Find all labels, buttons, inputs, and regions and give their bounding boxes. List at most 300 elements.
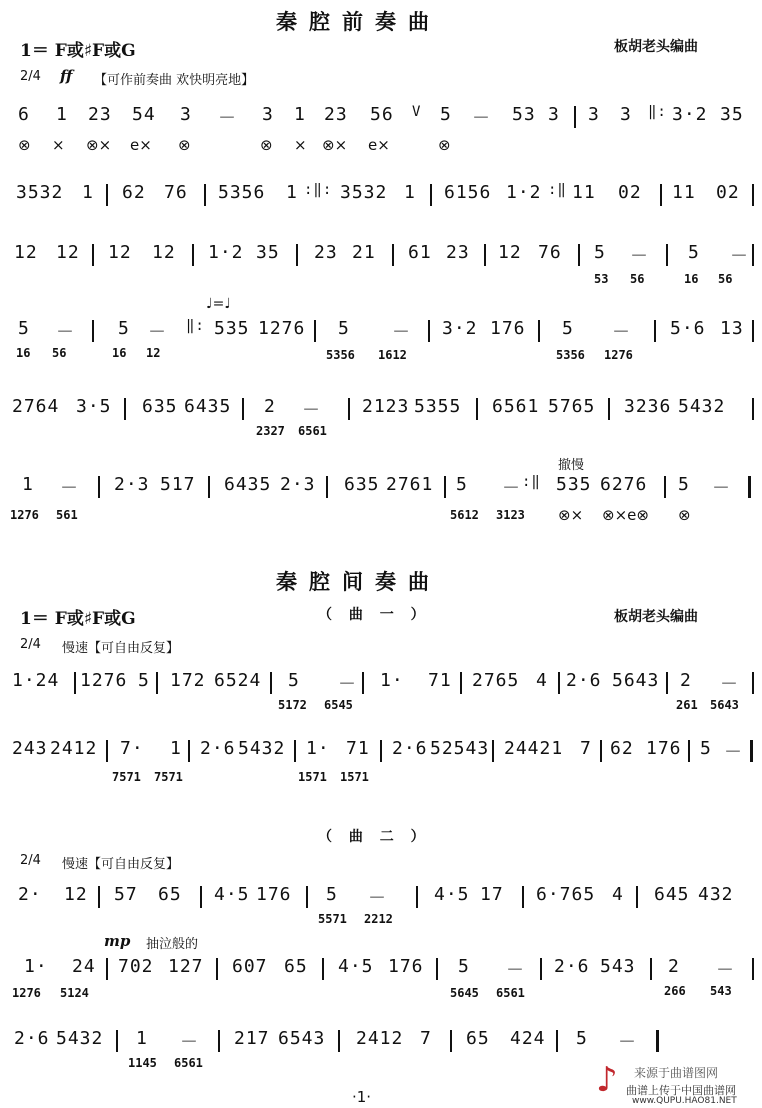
breath-mark: V xyxy=(412,104,422,120)
dynamic-marking: mp xyxy=(104,932,131,950)
note: 57 xyxy=(114,884,138,905)
accompaniment: 12 xyxy=(146,346,161,360)
accompaniment: 5172 xyxy=(278,698,307,712)
note: 4 xyxy=(536,670,548,691)
note: 1 xyxy=(404,182,416,203)
note: 3236 xyxy=(624,396,672,417)
bar-line xyxy=(392,244,394,266)
note: 5 xyxy=(138,670,150,691)
note: 5 xyxy=(678,474,690,495)
staff-row xyxy=(0,474,762,528)
note: 2 xyxy=(264,396,276,417)
bar-line xyxy=(650,958,652,980)
percussion: e× xyxy=(130,136,152,154)
note: 1· xyxy=(306,738,330,759)
accompaniment: 1276 xyxy=(604,348,633,362)
accompaniment: 261 xyxy=(676,698,698,712)
music-note-logo: ♪ xyxy=(596,1060,618,1100)
note: 1 xyxy=(294,104,306,125)
bar-line xyxy=(688,740,690,762)
accompaniment: 1276 xyxy=(12,986,41,1000)
note: 21 xyxy=(352,242,376,263)
note: 12 xyxy=(14,242,38,263)
note: 6435 xyxy=(184,396,232,417)
note: － xyxy=(56,322,75,343)
bar-line xyxy=(116,1030,118,1052)
note: 2 xyxy=(680,670,692,691)
note: － xyxy=(712,478,731,499)
bar-line xyxy=(538,320,540,342)
note: － xyxy=(720,674,739,695)
note: 5643 xyxy=(612,670,660,691)
note: 6435 xyxy=(224,474,272,495)
note: － xyxy=(302,400,321,421)
note: 5·6 xyxy=(670,318,706,339)
note: 543 xyxy=(600,956,636,977)
bar-line xyxy=(294,740,296,762)
accompaniment: 5645 xyxy=(450,986,479,1000)
arranger: 板胡老头编曲 xyxy=(614,609,698,625)
bar-line xyxy=(192,244,194,266)
bar-line xyxy=(338,1030,340,1052)
percussion: ⊗× xyxy=(86,136,112,154)
note: 5765 xyxy=(548,396,596,417)
note: 535 xyxy=(214,318,250,339)
bar-line xyxy=(450,1030,452,1052)
note: 424 xyxy=(510,1028,546,1049)
note: 24421 xyxy=(504,738,564,759)
note: 6156 xyxy=(444,182,492,203)
accompaniment: 266 xyxy=(664,984,686,998)
note: 2·6 xyxy=(392,738,428,759)
note: 6524 xyxy=(214,670,262,691)
bar-line xyxy=(270,672,272,694)
note: － xyxy=(612,322,631,343)
bar-line xyxy=(752,958,754,980)
staff-row xyxy=(0,670,762,724)
note: 62 xyxy=(610,738,634,759)
note: 2·3 xyxy=(114,474,150,495)
note: 5 xyxy=(338,318,350,339)
bar-line xyxy=(200,886,202,908)
accompaniment: 5571 xyxy=(318,912,347,926)
note: 1· xyxy=(24,956,48,977)
note: 1· xyxy=(380,670,404,691)
bar-line xyxy=(608,398,610,420)
note: 3 xyxy=(620,104,632,125)
accompaniment: 5356 xyxy=(326,348,355,362)
percussion: ⊗× xyxy=(558,506,584,524)
note: 3 xyxy=(588,104,600,125)
note: － xyxy=(60,478,79,499)
note: 5 xyxy=(326,884,338,905)
note: 76 xyxy=(538,242,562,263)
staff-row xyxy=(0,182,762,236)
bar-line xyxy=(660,184,662,206)
note: 5 xyxy=(562,318,574,339)
note: 52543 xyxy=(430,738,490,759)
note: － xyxy=(392,322,411,343)
note: 23 xyxy=(314,242,338,263)
bar-line xyxy=(428,320,430,342)
performance-note: 【可作前奏曲 欢快明亮地】 xyxy=(94,73,255,88)
bar-line xyxy=(98,886,100,908)
accompaniment: 543 xyxy=(710,984,732,998)
page-number: ·1· xyxy=(352,1088,372,1106)
bar-line xyxy=(322,958,324,980)
note: 6·765 xyxy=(536,884,596,905)
percussion: ⊗ xyxy=(178,136,191,154)
note: 1 xyxy=(136,1028,148,1049)
repeat-start: ‖: xyxy=(648,104,667,120)
note: 4·5 xyxy=(214,884,250,905)
accompaniment: 56 xyxy=(52,346,67,360)
staff-row xyxy=(0,956,762,1010)
repeat-end: :‖ xyxy=(548,182,567,198)
accompaniment: 6561 xyxy=(174,1056,203,1070)
note: 12 xyxy=(108,242,132,263)
note: 13 xyxy=(720,318,744,339)
note: 635 xyxy=(142,396,178,417)
bar-line xyxy=(574,106,576,128)
note: 127 xyxy=(168,956,204,977)
accompaniment: 2327 xyxy=(256,424,285,438)
note: 12 xyxy=(56,242,80,263)
accompaniment: 16 xyxy=(684,272,699,286)
note: － xyxy=(506,960,525,981)
note: 65 xyxy=(158,884,182,905)
note: 23 xyxy=(88,104,112,125)
bar-line xyxy=(556,1030,558,1052)
percussion: ⊗× xyxy=(322,136,348,154)
repeat-end: :‖ xyxy=(522,474,541,490)
bar-line xyxy=(666,672,668,694)
staff-row xyxy=(0,396,762,450)
note: 2 xyxy=(668,956,680,977)
note: 176 xyxy=(256,884,292,905)
note: 2·6 xyxy=(566,670,602,691)
note: 5 xyxy=(688,242,700,263)
accompaniment: 1276 xyxy=(10,508,39,522)
accompaniment: 16 xyxy=(112,346,127,360)
note: 517 xyxy=(160,474,196,495)
note: 3 xyxy=(262,104,274,125)
note: － xyxy=(618,1032,637,1053)
note: 17 xyxy=(480,884,504,905)
bar-line xyxy=(124,398,126,420)
percussion: ⊗ xyxy=(18,136,31,154)
bar-line xyxy=(216,958,218,980)
accompaniment: 5356 xyxy=(556,348,585,362)
note: 5 xyxy=(458,956,470,977)
note: 2412 xyxy=(50,738,98,759)
accompaniment: 5643 xyxy=(710,698,739,712)
note: 12 xyxy=(498,242,522,263)
final-bar-line xyxy=(656,1030,659,1052)
bar-line xyxy=(664,476,666,498)
repeat-sign: :‖: xyxy=(304,182,333,198)
note: 176 xyxy=(490,318,526,339)
note: 62 xyxy=(122,182,146,203)
note: － xyxy=(630,246,649,267)
note: 35 xyxy=(256,242,280,263)
note: 5432 xyxy=(238,738,286,759)
meter: 2/4 xyxy=(20,637,41,652)
watermark-line: 曲谱上传于中国曲谱网 xyxy=(626,1084,736,1097)
staff-row xyxy=(0,884,762,938)
part-two-label: （ 曲 二 ） xyxy=(318,829,431,845)
bar-line xyxy=(156,672,158,694)
performance-note: 慢速【可自由反复】 xyxy=(62,857,180,872)
bar-line xyxy=(492,740,494,762)
bar-line xyxy=(326,476,328,498)
note: 243 xyxy=(12,738,48,759)
bar-line xyxy=(522,886,524,908)
key-signature: 1＝ F或♯F或G xyxy=(20,609,136,629)
note: 7 xyxy=(420,1028,432,1049)
note: 5432 xyxy=(56,1028,104,1049)
note: 1 xyxy=(286,182,298,203)
bar-line xyxy=(484,244,486,266)
accompaniment: 7571 xyxy=(112,770,141,784)
note: 2412 xyxy=(356,1028,404,1049)
note: 3·5 xyxy=(76,396,112,417)
note: 4·5 xyxy=(338,956,374,977)
bar-line xyxy=(752,244,754,266)
bar-line xyxy=(98,476,100,498)
final-bar-line xyxy=(748,476,751,498)
note: 1·24 xyxy=(12,670,60,691)
accompaniment: 1612 xyxy=(378,348,407,362)
note: 6 xyxy=(18,104,30,125)
note: 54 xyxy=(132,104,156,125)
title-prelude: 秦腔前奏曲 xyxy=(276,9,441,34)
note: 432 xyxy=(698,884,734,905)
bar-line xyxy=(218,1030,220,1052)
staff-row xyxy=(0,104,762,158)
bar-line xyxy=(476,398,478,420)
note: 1·2 xyxy=(208,242,244,263)
note: 11 xyxy=(672,182,696,203)
accompaniment: 1145 xyxy=(128,1056,157,1070)
bar-line xyxy=(636,886,638,908)
bar-line xyxy=(92,320,94,342)
note: 1 xyxy=(56,104,68,125)
note: － xyxy=(338,674,357,695)
accompaniment: 1571 xyxy=(340,770,369,784)
note: 35 xyxy=(720,104,744,125)
note: 5 xyxy=(576,1028,588,1049)
percussion: × xyxy=(52,136,65,154)
note: 2761 xyxy=(386,474,434,495)
note: 1276 xyxy=(80,670,128,691)
note: 1276 xyxy=(258,318,306,339)
note: 11 xyxy=(572,182,596,203)
accompaniment: 6561 xyxy=(298,424,327,438)
note: 12 xyxy=(64,884,88,905)
meter: 2/4 xyxy=(20,69,41,84)
bar-line xyxy=(460,672,462,694)
note: 1 xyxy=(22,474,34,495)
bar-line xyxy=(296,244,298,266)
note: 176 xyxy=(388,956,424,977)
note: 76 xyxy=(164,182,188,203)
note: 2·3 xyxy=(280,474,316,495)
note: 2· xyxy=(18,884,42,905)
note: － xyxy=(180,1032,199,1053)
bar-line xyxy=(558,672,560,694)
title-interlude: 秦腔间奏曲 xyxy=(276,569,441,594)
note: 53 xyxy=(512,104,536,125)
note: 3 xyxy=(180,104,192,125)
note: 2765 xyxy=(472,670,520,691)
repeat-start: ‖: xyxy=(186,318,205,334)
bar-line xyxy=(752,672,754,694)
tempo-change: ♩=♩ xyxy=(206,296,231,312)
bar-line xyxy=(600,740,602,762)
note: 217 xyxy=(234,1028,270,1049)
note: 61 xyxy=(408,242,432,263)
note: 5 xyxy=(288,670,300,691)
bar-line xyxy=(540,958,542,980)
note: 2·6 xyxy=(200,738,236,759)
note: － xyxy=(148,322,167,343)
note: 5 xyxy=(118,318,130,339)
accompaniment: 16 xyxy=(16,346,31,360)
accompaniment: 5612 xyxy=(450,508,479,522)
note: 3·2 xyxy=(442,318,478,339)
note: 3532 xyxy=(16,182,64,203)
bar-line xyxy=(242,398,244,420)
note: 5432 xyxy=(678,396,726,417)
note: 7 xyxy=(580,738,592,759)
note: 607 xyxy=(232,956,268,977)
note: 1 xyxy=(170,738,182,759)
percussion: × xyxy=(294,136,307,154)
note: 645 xyxy=(654,884,690,905)
final-bar-line xyxy=(750,740,753,762)
bar-line xyxy=(92,244,94,266)
bar-line xyxy=(578,244,580,266)
note: 3·2 xyxy=(672,104,708,125)
note: 71 xyxy=(428,670,452,691)
note: 3532 xyxy=(340,182,388,203)
bar-line xyxy=(362,672,364,694)
accompaniment: 1571 xyxy=(298,770,327,784)
staff-row xyxy=(0,318,762,372)
note: 23 xyxy=(446,242,470,263)
note: 5 xyxy=(456,474,468,495)
note: 4 xyxy=(612,884,624,905)
accompaniment: 561 xyxy=(56,508,78,522)
bar-line xyxy=(752,398,754,420)
note: － xyxy=(502,478,521,499)
note: 65 xyxy=(466,1028,490,1049)
accompaniment: 5124 xyxy=(60,986,89,1000)
note: 65 xyxy=(284,956,308,977)
bar-line xyxy=(208,476,210,498)
note: － xyxy=(730,246,749,267)
note: 5355 xyxy=(414,396,462,417)
note: 5356 xyxy=(218,182,266,203)
bar-line xyxy=(106,184,108,206)
percussion: ⊗ xyxy=(678,506,691,524)
staff-row xyxy=(0,242,762,296)
note: 24 xyxy=(72,956,96,977)
percussion: e× xyxy=(368,136,390,154)
note: 5 xyxy=(440,104,452,125)
note: 2123 xyxy=(362,396,410,417)
note: 7· xyxy=(120,738,144,759)
note: 71 xyxy=(346,738,370,759)
meter: 2/4 xyxy=(20,853,41,868)
bar-line xyxy=(436,958,438,980)
note: 176 xyxy=(646,738,682,759)
bar-line xyxy=(348,398,350,420)
bar-line xyxy=(204,184,206,206)
ritardando: 撤慢 xyxy=(558,458,585,473)
note: 1·2 xyxy=(506,182,542,203)
note: 5 xyxy=(700,738,712,759)
note: 02 xyxy=(618,182,642,203)
note: 4·5 xyxy=(434,884,470,905)
watermark-line: 来源于曲谱图网 xyxy=(634,1066,719,1080)
accompaniment: 2212 xyxy=(364,912,393,926)
bar-line xyxy=(752,184,754,206)
note: 3 xyxy=(548,104,560,125)
part-one-label: （ 曲 一 ） xyxy=(318,607,431,623)
note: 702 xyxy=(118,956,154,977)
note: 1 xyxy=(82,182,94,203)
note: － xyxy=(716,960,735,981)
note: 6561 xyxy=(492,396,540,417)
arranger: 板胡老头编曲 xyxy=(614,39,698,55)
note: － xyxy=(472,108,491,129)
note: 2·6 xyxy=(554,956,590,977)
accompaniment: 56 xyxy=(630,272,645,286)
watermark-url: www.QUPU.HAO81.NET xyxy=(632,1096,737,1106)
bar-line xyxy=(654,320,656,342)
bar-line xyxy=(74,672,76,694)
note: 6276 xyxy=(600,474,648,495)
note: 5 xyxy=(594,242,606,263)
bar-line xyxy=(666,244,668,266)
note: 56 xyxy=(370,104,394,125)
accompaniment: 3123 xyxy=(496,508,525,522)
percussion: ⊗ xyxy=(260,136,273,154)
accompaniment: 6561 xyxy=(496,986,525,1000)
note: 23 xyxy=(324,104,348,125)
performance-note: 慢速【可自由反复】 xyxy=(62,641,180,656)
bar-line xyxy=(416,886,418,908)
bar-line xyxy=(106,958,108,980)
note: 2·6 xyxy=(14,1028,50,1049)
bar-line xyxy=(188,740,190,762)
percussion: ⊗×e⊗ xyxy=(602,506,649,524)
key-signature: 1＝ F或♯F或G xyxy=(20,41,136,61)
note: － xyxy=(218,108,237,129)
percussion: ⊗ xyxy=(438,136,451,154)
accompaniment: 56 xyxy=(718,272,733,286)
bar-line xyxy=(314,320,316,342)
bar-line xyxy=(380,740,382,762)
bar-line xyxy=(430,184,432,206)
note: 02 xyxy=(716,182,740,203)
bar-line xyxy=(752,320,754,342)
note: 6543 xyxy=(278,1028,326,1049)
bar-line xyxy=(306,886,308,908)
note: 12 xyxy=(152,242,176,263)
